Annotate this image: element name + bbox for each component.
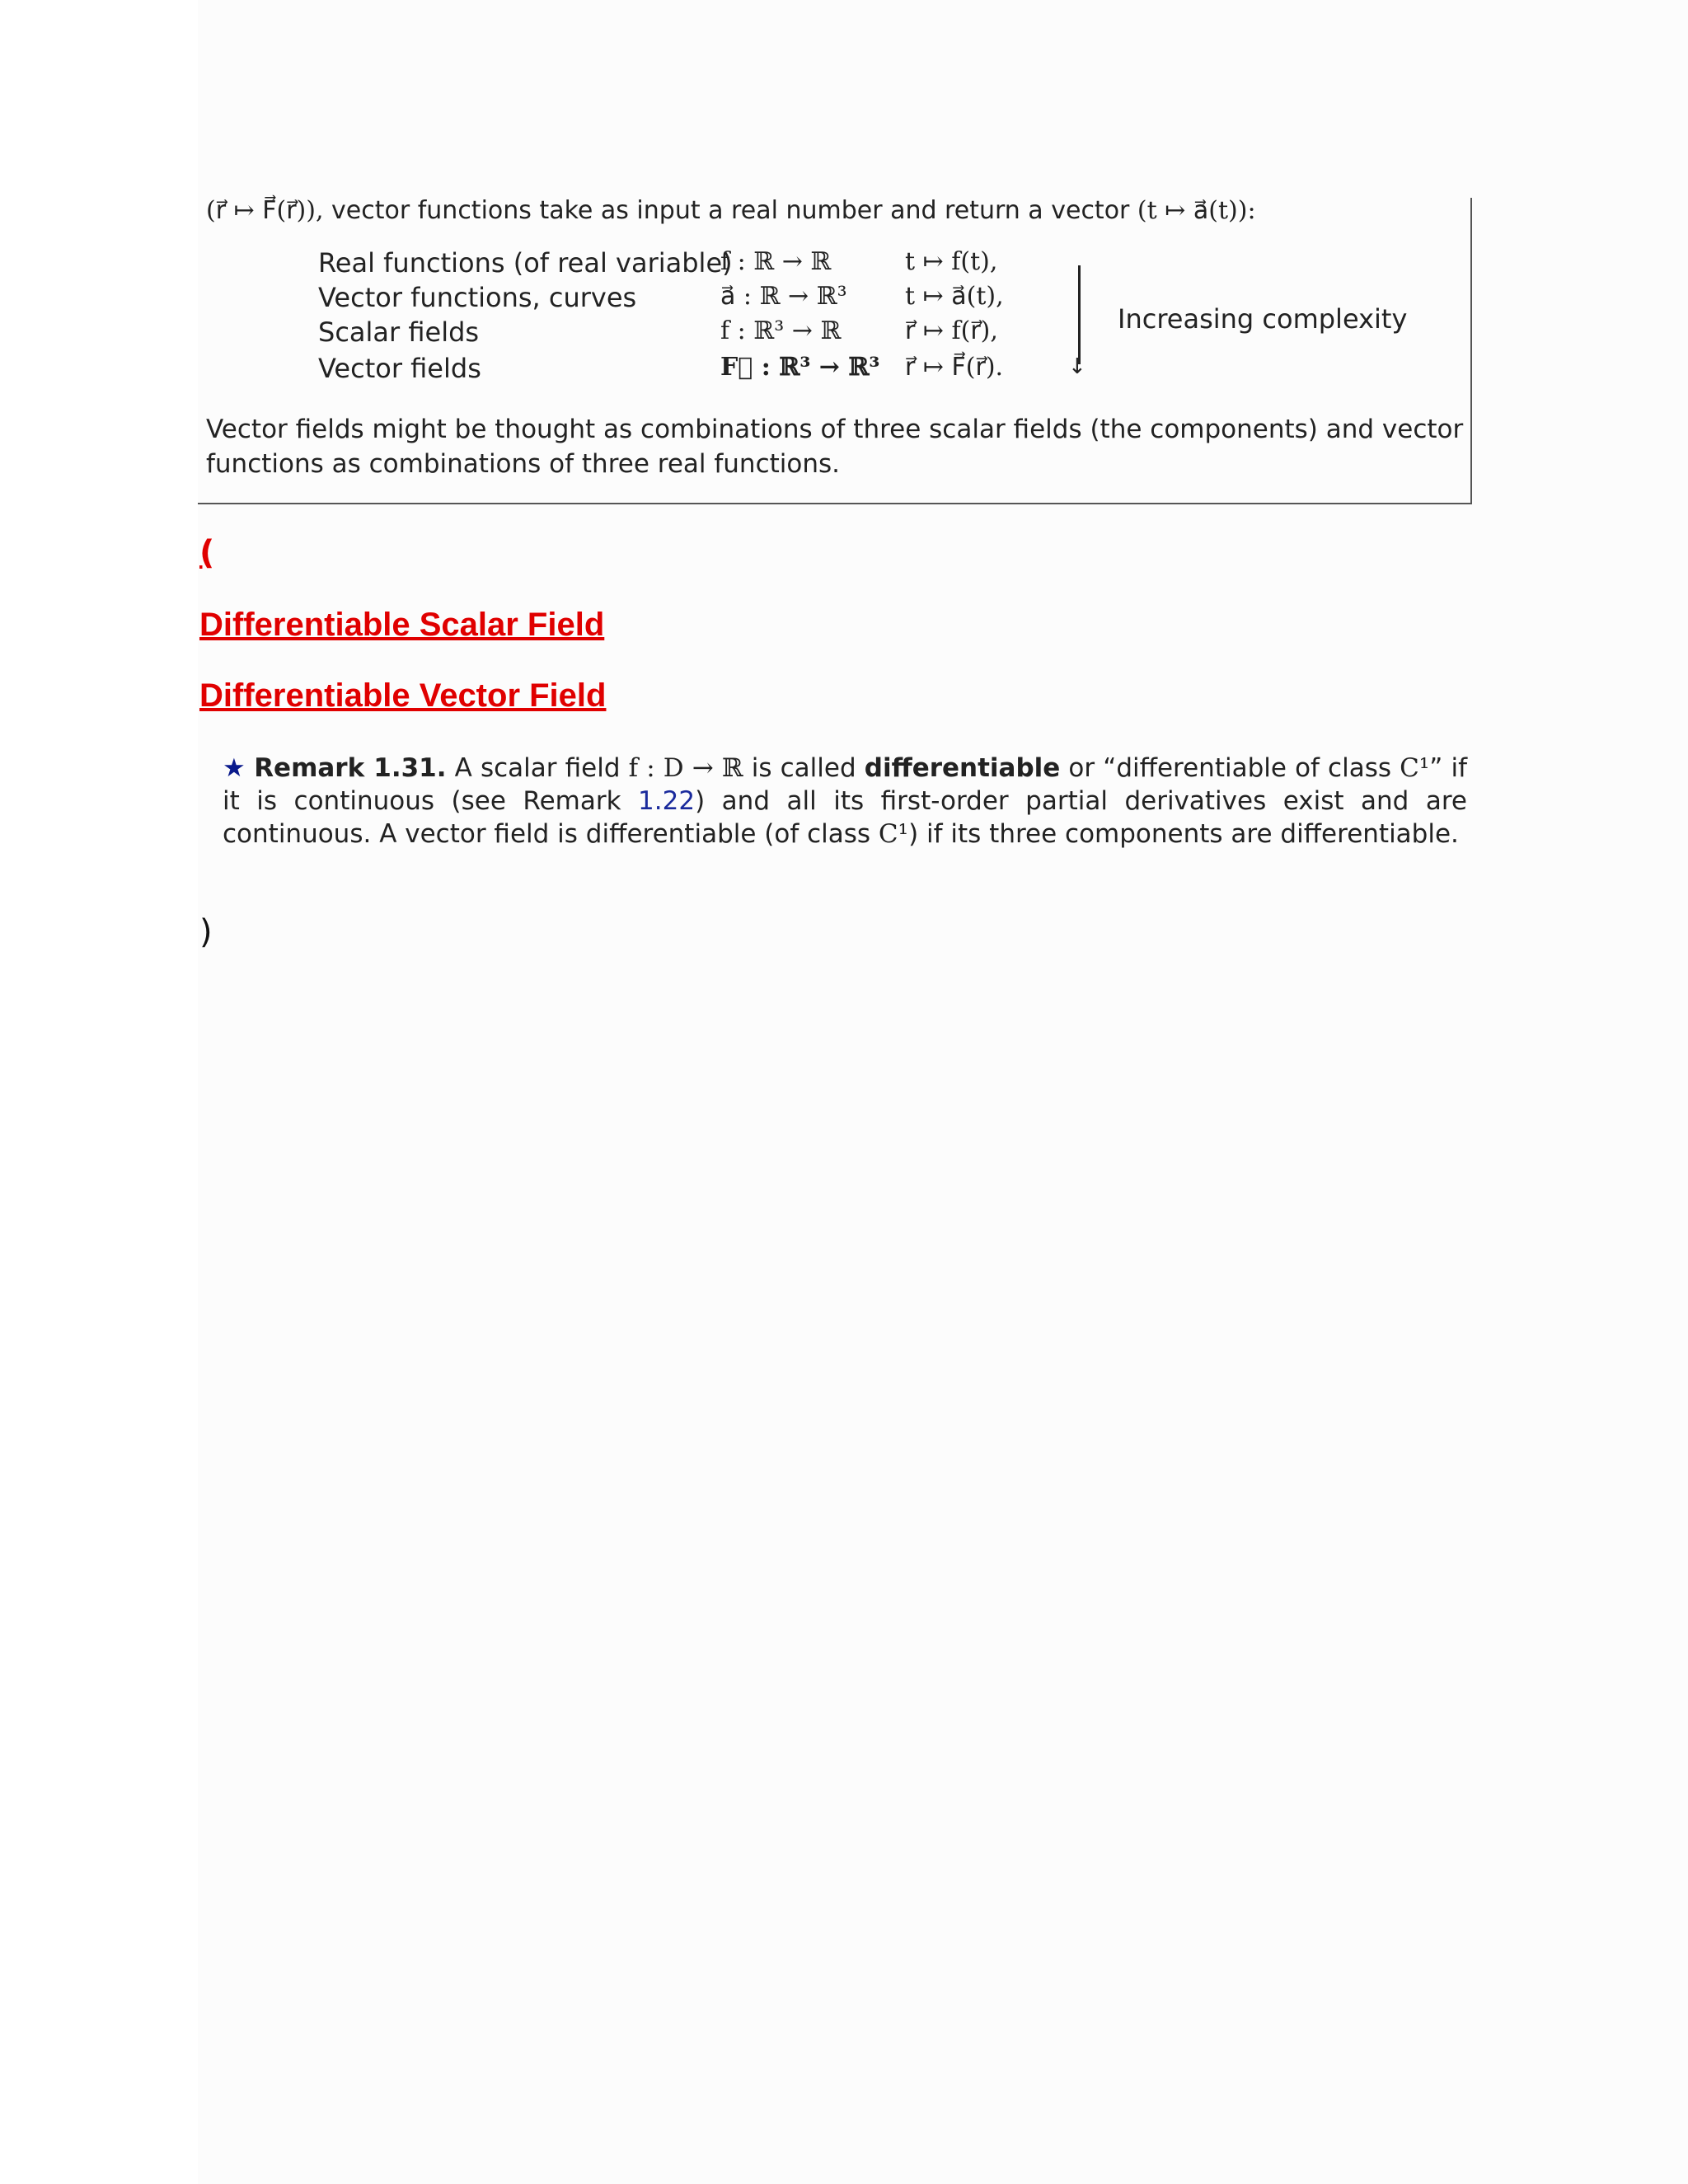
remark-text: is called [743, 753, 865, 783]
remark-text: ) and all its first-order partial derivatives exist and are continuous. A vector field is differentiable (of class [223, 786, 1467, 849]
row-name: Scalar fields [318, 316, 480, 348]
row-name: Vector fields [318, 353, 481, 384]
remark-text: or “differentiable of class [1060, 753, 1400, 783]
link-differentiable-vector-field[interactable]: Differentiable Vector Field [199, 677, 607, 714]
row-rule: r⃗ ↦ F⃗(r⃗). [905, 353, 1004, 382]
star-icon: ★ [223, 753, 246, 783]
remark-text: A scalar field [446, 753, 629, 783]
intro-text: vector functions take as input a real number and return a vector [323, 196, 1137, 225]
complexity-arrow [1078, 265, 1081, 364]
intro-tail-math: (t ↦ a⃗(t)): [1137, 196, 1256, 225]
box-paragraph: Vector fields might be thought as combinations of three scalar fields (the components) and vector functions as combinations of three real functions. [206, 415, 1464, 479]
remark-text: ” if it is continuous (see Remark [223, 753, 1467, 816]
remark-title: Remark 1.31. [254, 753, 447, 783]
link-differentiable-scalar-field[interactable]: Differentiable Scalar Field [199, 607, 605, 643]
remark-reference-link[interactable]: 1.22 [638, 786, 696, 816]
intro-line [206, 196, 1256, 225]
intro-lead-math: (r⃗ ↦ F⃗(r⃗)), [206, 196, 324, 225]
row-rule: t ↦ f(t), [905, 247, 998, 276]
row-map: a⃗ : ℝ → ℝ³ [720, 282, 847, 311]
row-map: f : ℝ³ → ℝ [720, 316, 842, 345]
open-parenthesis: ( [199, 534, 215, 572]
remark-math: C¹ [1400, 753, 1430, 783]
row-map: F⃗ : ℝ³ → ℝ³ [720, 353, 880, 382]
remark-math: f : D → ℝ [628, 753, 743, 783]
remark-bold-term: differentiable [864, 753, 1061, 783]
arrow-down-icon: ↓ [1068, 354, 1086, 379]
close-parenthesis: ) [199, 913, 213, 951]
remark-paragraph [223, 752, 1467, 851]
remark-text: ) if its three components are differentiable. [908, 819, 1459, 849]
complexity-label: Increasing complexity [1118, 303, 1408, 335]
row-rule: r⃗ ↦ f(r⃗), [905, 316, 998, 345]
row-name: Real functions (of real variable) [318, 247, 733, 279]
row-map: f : ℝ → ℝ [720, 247, 832, 276]
row-rule: t ↦ a⃗(t), [905, 282, 1004, 311]
remark-math: C¹ [878, 819, 909, 849]
row-name: Vector functions, curves [318, 282, 637, 313]
